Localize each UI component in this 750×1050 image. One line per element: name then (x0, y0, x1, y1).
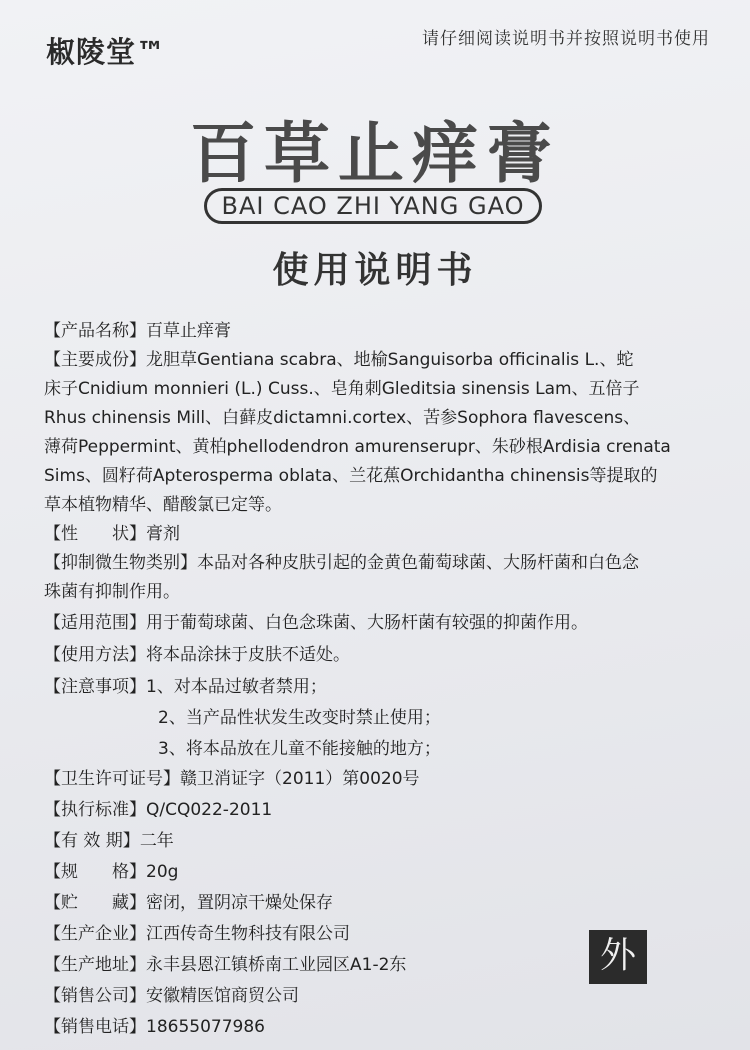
product-name-label: 【产品名称】 (44, 321, 146, 341)
cautions-row (44, 672, 327, 697)
ingredients-line: 薄荷Peppermint、黄柏phellodendron amurenserupr、朱砂根Ardisia crenata (44, 437, 671, 457)
standard-label: 【执行标准】 (44, 800, 146, 820)
usage-label: 【使用方法】 (44, 645, 146, 665)
product-title-pinyin: BAI CAO ZHI YANG GAO (204, 188, 542, 224)
license-row (44, 764, 420, 789)
ingredients-line: 草本植物精华、醋酸氯已定等。 (44, 495, 282, 515)
license-label: 【卫生许可证号】 (44, 769, 180, 789)
storage-row (44, 888, 333, 913)
document-subtitle: 使用说明书 (272, 250, 478, 291)
manufacturer-label: 【生产企业】 (44, 924, 146, 944)
product-name-value: 百草止痒膏 (146, 321, 231, 341)
microbes-continuation: 珠菌有抑制作用。 (44, 582, 180, 602)
reading-notice: 请仔细阅读说明书并按照说明书使用 (422, 29, 710, 49)
spec-label: 【规 格】 (44, 862, 146, 882)
ingredients-line: 龙胆草Gentiana scabra、地榆Sanguisorba officinalis L.、蛇 (146, 350, 634, 370)
address-label: 【生产地址】 (44, 955, 146, 975)
ingredients-line: 床子Cnidium monnieri (L.) Cuss.、皂角刺Gleditsia sinensis Lam、五倍子 (44, 379, 640, 399)
microbes-row (44, 548, 639, 573)
usage-value: 将本品涂抹于皮肤不适处。 (146, 645, 350, 665)
product-name-row (44, 316, 231, 341)
scope-row (44, 608, 588, 633)
scope-value: 用于葡萄球菌、白色念珠菌、大肠杆菌有较强的抑菌作用。 (146, 613, 588, 633)
standard-row (44, 795, 272, 820)
sales-company-row (44, 981, 299, 1006)
microbes-value: 本品对各种皮肤引起的金黄色葡萄球菌、大肠杆菌和白色念 (197, 553, 639, 573)
storage-value: 密闭，置阴凉干燥处保存 (146, 893, 333, 913)
property-row (44, 519, 180, 544)
ingredients-line: Rhus chinensis Mill、白藓皮dictamni.cortex、苦参Sophora flavescens、 (44, 408, 641, 428)
license-value: 赣卫消证字（2011）第0020号 (180, 769, 420, 789)
property-value: 膏剂 (146, 524, 180, 544)
sales-phone-row (44, 1012, 265, 1037)
manufacturer-row (44, 919, 350, 944)
product-title: 百草止痒膏 (190, 115, 560, 192)
cautions-label: 【注意事项】 (44, 677, 146, 697)
property-label: 【性 状】 (44, 524, 146, 544)
address-value: 永丰县恩江镇桥南工业园区A1-2东 (146, 955, 407, 975)
caution-item: 2、当产品性状发生改变时禁止使用； (158, 708, 441, 728)
validity-label: 【有 效 期】 (44, 831, 140, 851)
scope-label: 【适用范围】 (44, 613, 146, 633)
sales-company-value: 安徽精医馆商贸公司 (146, 986, 299, 1006)
sales-phone-value: 18655077986 (146, 1017, 265, 1037)
spec-row (44, 857, 178, 882)
standard-value: Q/CQ022-2011 (146, 800, 273, 820)
microbes-label: 【抑制微生物类别】 (44, 553, 197, 573)
validity-row (44, 826, 174, 851)
ingredients-row (44, 345, 633, 370)
caution-item: 3、将本品放在儿童不能接触的地方； (158, 739, 441, 759)
sales-phone-label: 【销售电话】 (44, 1017, 146, 1037)
usage-row (44, 640, 350, 665)
caution-item: 1、对本品过敏者禁用； (146, 677, 327, 697)
storage-label: 【贮 藏】 (44, 893, 146, 913)
ingredients-label: 【主要成份】 (44, 350, 146, 370)
manufacturer-value: 江西传奇生物科技有限公司 (146, 924, 350, 944)
validity-value: 二年 (139, 831, 174, 851)
brand-logo: 椒陵堂™ (46, 35, 167, 69)
sales-company-label: 【销售公司】 (44, 986, 146, 1006)
spec-value: 20g (146, 862, 179, 882)
external-use-mark: 外 (589, 930, 647, 984)
address-row (44, 950, 406, 975)
ingredients-line: Sims、圆籽荷Apterosperma oblata、兰花蕉Orchidantha chinensis等提取的 (44, 466, 658, 486)
